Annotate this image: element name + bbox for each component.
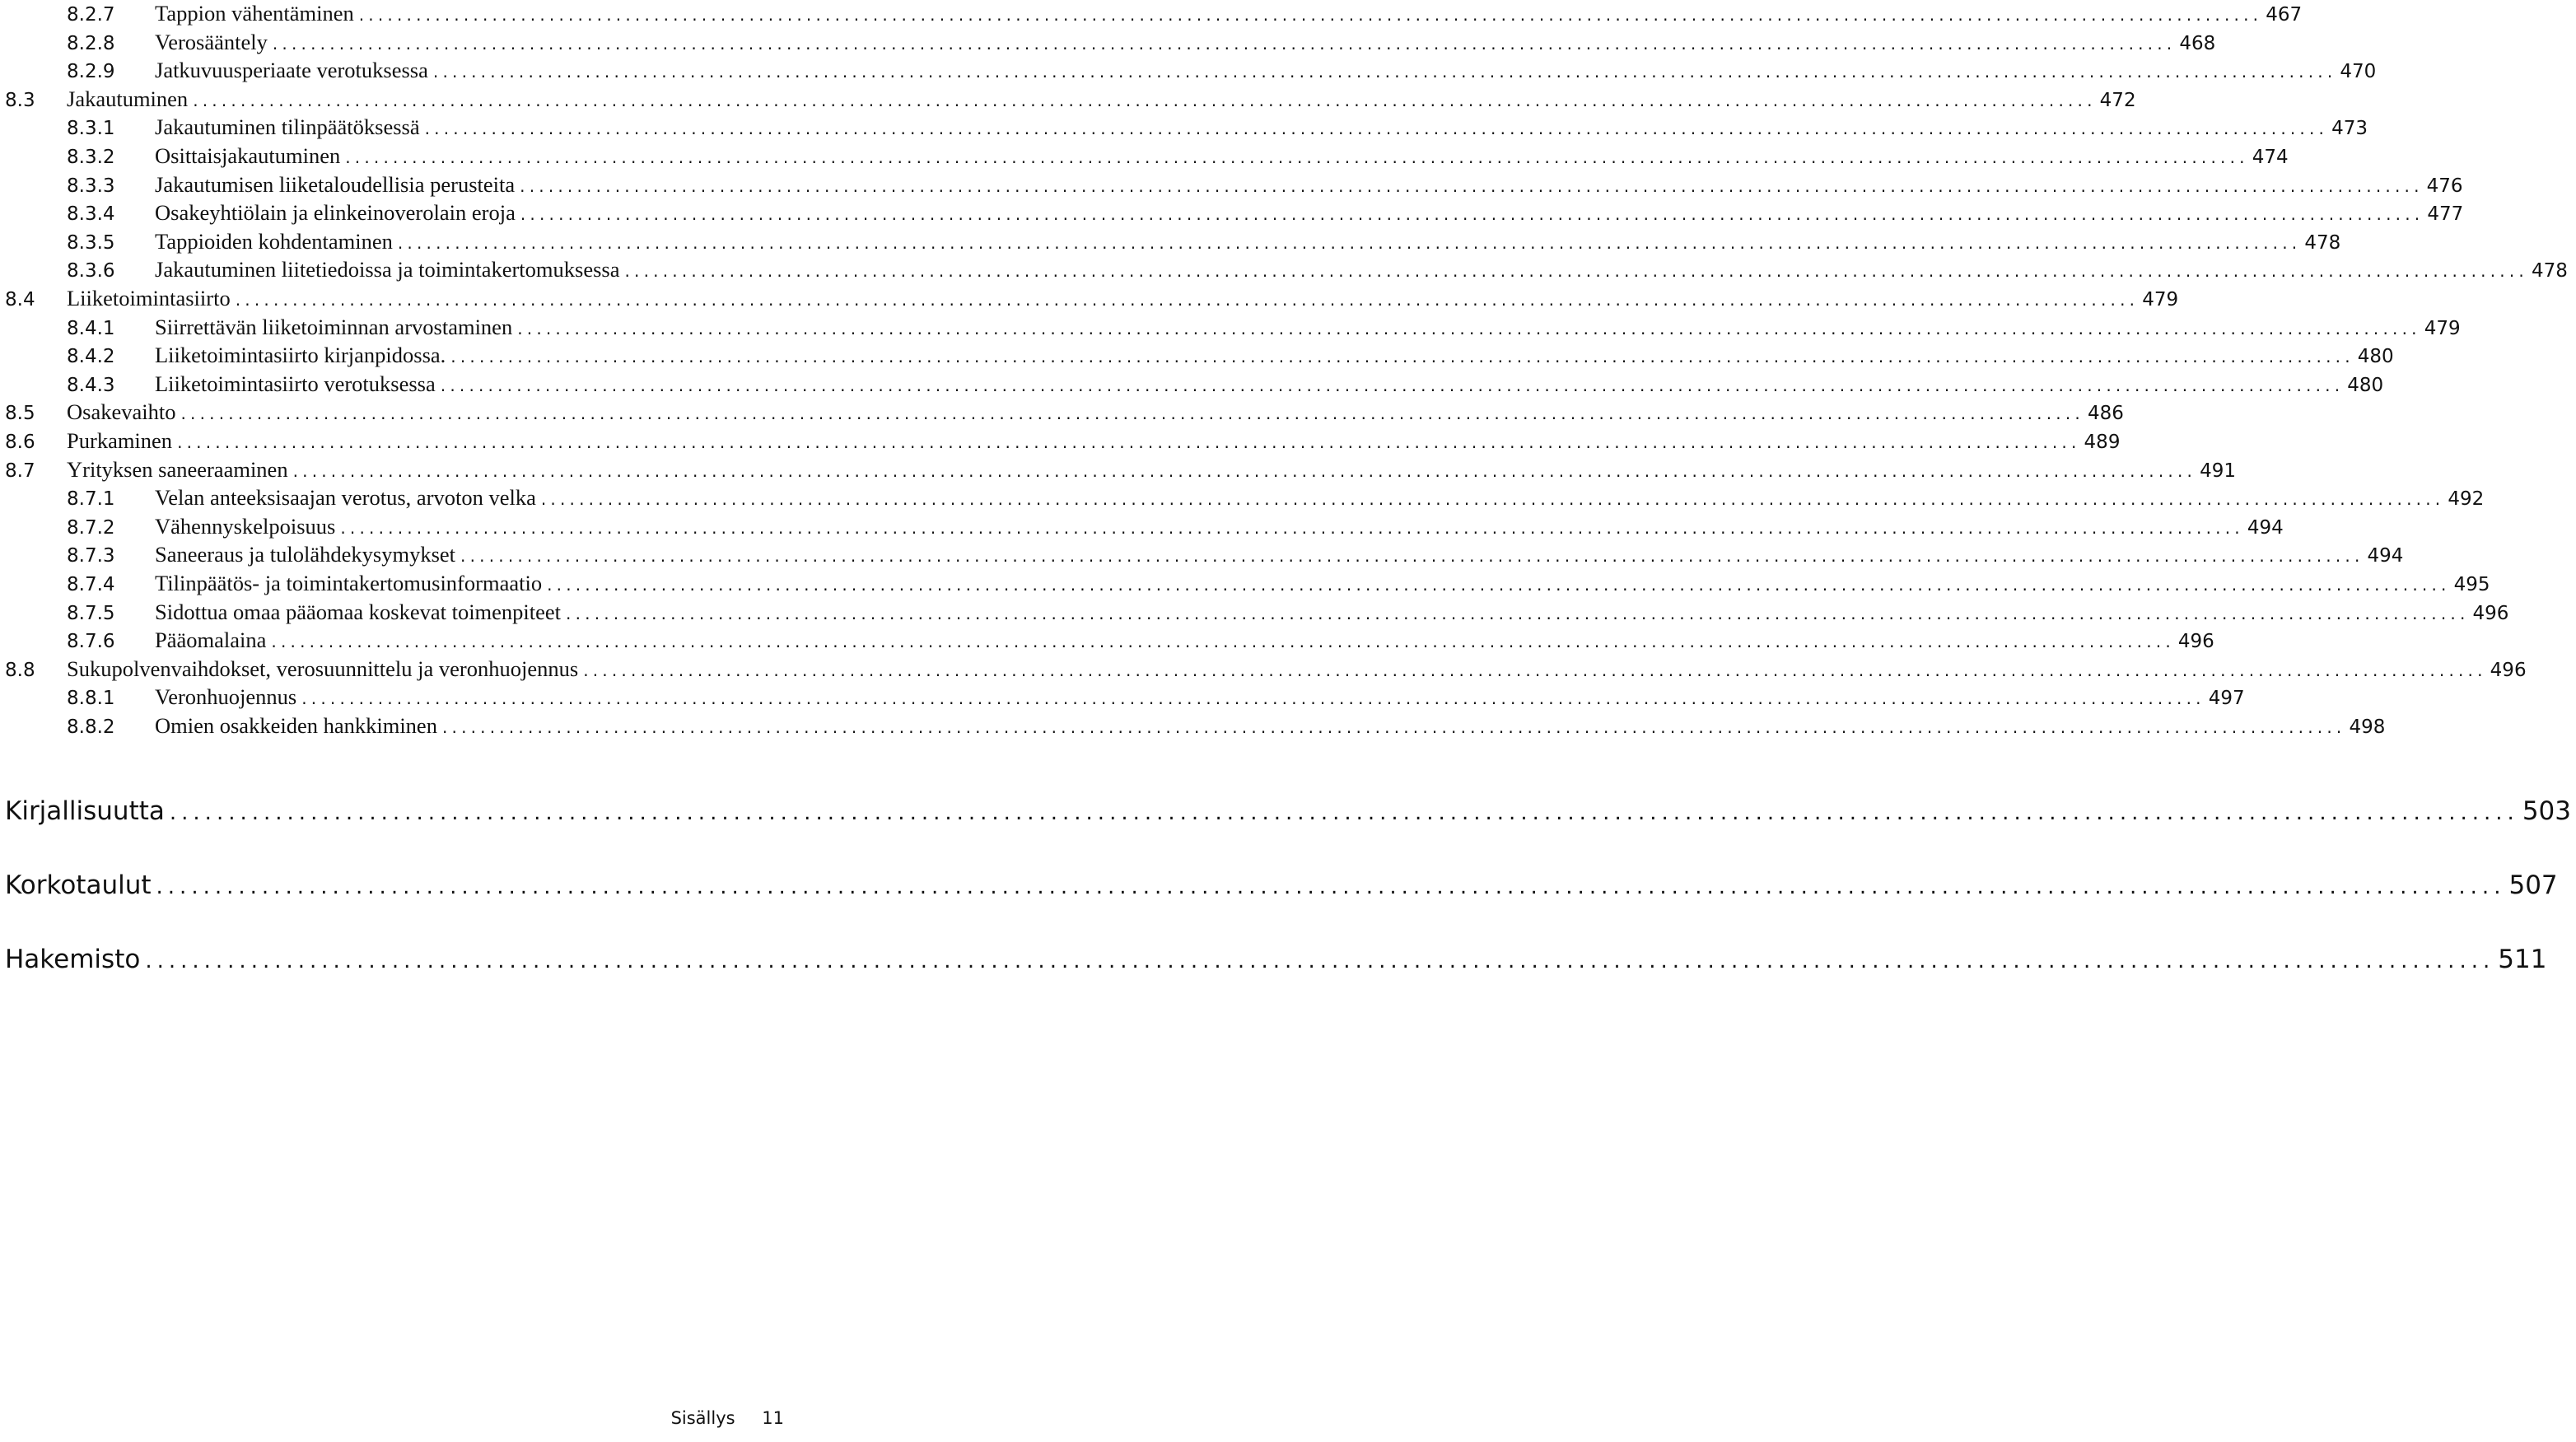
toc-entry-page: 479	[2142, 289, 2179, 310]
toc-entry-page: 494	[2367, 545, 2404, 567]
toc-entry-number: 8.3.5	[67, 231, 115, 254]
dot-leader: ........................................................................................................................................................................................................	[440, 375, 2345, 395]
toc-chapter-page: 507	[2508, 870, 2558, 900]
toc-entry-number: 8.2.7	[67, 4, 115, 26]
toc-entry-title: Velan anteeksisaajan verotus, arvoton velka	[155, 485, 536, 511]
toc-chapter-title: Hakemisto	[5, 945, 141, 974]
toc-entry-title: Jakautuminen liitetiedoissa ja toimintakertomuksessa	[155, 257, 620, 282]
toc-entry-page: 496	[2472, 602, 2509, 624]
toc-entry-page: 497	[2208, 688, 2245, 710]
toc-entry-number: 8.2.8	[67, 32, 115, 54]
toc-entry-page: 492	[2448, 488, 2485, 511]
dot-leader: ........................................................................................................................................................................................................	[145, 949, 2495, 973]
toc-entry-page: 472	[2099, 89, 2136, 111]
dot-leader: ........................................................................................................................................................................................................	[156, 875, 2506, 899]
toc-entry-title: Veronhuojennus	[155, 684, 297, 710]
toc-entry-title: Sidottua omaa pääomaa koskevat toimenpiteet	[155, 599, 562, 624]
toc-entry-page: 477	[2427, 203, 2464, 226]
footer-page-number: 11	[762, 1408, 784, 1428]
toc-chapter-title: Korkotaulut	[5, 870, 152, 900]
toc-entry-page: 486	[2087, 403, 2124, 425]
toc-entry-number: 8.3.2	[67, 147, 115, 168]
toc-entry-page: 474	[2252, 147, 2289, 168]
toc-entry-number: 8.8	[5, 659, 35, 681]
toc-entry-number: 8.7.5	[67, 602, 115, 624]
toc-entry-title: Tilinpäätös- ja toimintakertomusinformaatio	[155, 571, 543, 595]
dot-leader: ........................................................................................................................................................................................................	[583, 660, 2487, 680]
dot-leader: ........................................................................................................................................................................................................	[624, 261, 2528, 282]
toc-entry-number: 8.4.2	[67, 346, 115, 368]
toc-entry-title: Osakeyhtiölain ja elinkeinoverolain eroja	[155, 200, 516, 226]
dot-leader: ........................................................................................................................................................................................................	[547, 575, 2451, 595]
toc-entry-number: 8.3.6	[67, 260, 115, 282]
toc-entry-title: Jakautuminen	[67, 86, 189, 111]
toc-entry-number: 8.7.2	[67, 516, 115, 539]
toc-entry-number: 8.3.1	[67, 118, 115, 140]
dot-leader: ........................................................................................................................................................................................................	[292, 460, 2197, 481]
toc-entry-title: Liiketoimintasiirto kirjanpidossa.	[155, 343, 446, 368]
toc-entry-title: Saneeraus ja tulolähdekysymykset	[155, 542, 456, 567]
toc-chapter	[0, 939, 2547, 980]
dot-leader: ........................................................................................................................................................................................................	[424, 119, 2329, 139]
toc-entry-page: 478	[2304, 231, 2341, 254]
dot-leader: ........................................................................................................................................................................................................	[235, 290, 2140, 310]
dot-leader: ........................................................................................................................................................................................................	[177, 432, 2081, 452]
toc-entry-page: 476	[2426, 175, 2463, 197]
dot-leader: ........................................................................................................................................................................................................	[193, 90, 2097, 110]
toc-entry-number: 8.2.9	[67, 61, 115, 83]
toc-chapter	[0, 791, 2571, 832]
toc-entry-page: 468	[2179, 32, 2216, 54]
dot-leader: ........................................................................................................................................................................................................	[345, 147, 2249, 167]
dot-leader: ........................................................................................................................................................................................................	[520, 175, 2424, 196]
toc-entry-page: 498	[2349, 716, 2386, 738]
dot-leader: ........................................................................................................................................................................................................	[540, 489, 2445, 510]
toc-entry-page: 491	[2200, 460, 2236, 482]
dot-leader: ........................................................................................................................................................................................................	[397, 232, 2302, 253]
toc-entry-number: 8.7	[5, 460, 35, 482]
dot-leader: ........................................................................................................................................................................................................	[271, 632, 2175, 652]
toc-entry-title: Pääomalaina	[155, 628, 267, 653]
toc-entry-title: Osittaisjakautuminen	[155, 143, 341, 168]
toc-chapter-page: 511	[2498, 945, 2547, 974]
dot-leader: ........................................................................................................................................................................................................	[517, 318, 2421, 338]
toc-entry-title: Siirrettävän liiketoiminnan arvostaminen	[155, 314, 513, 339]
toc-entry-title: Sukupolvenvaihdokset, verosuunnittelu ja veronhuojennus	[67, 656, 579, 681]
toc-entry-number: 8.8.2	[67, 716, 115, 738]
toc-entry-page: 470	[2340, 61, 2377, 83]
toc-entry-title: Jatkuvuusperiaate verotuksessa	[155, 58, 428, 83]
toc-entry-page: 489	[2084, 432, 2121, 453]
toc-entry-title: Purkaminen	[67, 428, 173, 453]
toc-entry-title: Liiketoimintasiirto verotuksessa	[155, 371, 436, 396]
toc-entry-title: Osakevaihto	[67, 399, 176, 425]
toc-entry-title: Omien osakkeiden hankkiminen	[155, 713, 437, 738]
toc-chapter-page: 503	[2522, 796, 2571, 826]
toc-entry-number: 8.3.4	[67, 203, 115, 226]
toc-entry-title: Jakautuminen tilinpäätöksessä	[155, 114, 420, 140]
toc-entry	[0, 709, 2386, 742]
toc-entry-page: 467	[2266, 4, 2303, 26]
dot-leader: ........................................................................................................................................................................................................	[301, 688, 2205, 709]
toc-entry-title: Yrityksen saneeraaminen	[67, 456, 288, 482]
toc-entry-number: 8.7.3	[67, 545, 115, 567]
page-footer	[671, 1408, 784, 1428]
dot-leader: ........................................................................................................................................................................................................	[450, 347, 2354, 367]
toc-entry-page: 479	[2424, 317, 2461, 339]
toc-entry-number: 8.7.1	[67, 488, 115, 511]
dot-leader: ........................................................................................................................................................................................................	[169, 800, 2519, 825]
toc-entry-page: 480	[2357, 346, 2394, 368]
dot-leader: ........................................................................................................................................................................................................	[441, 717, 2346, 737]
toc-entry-title: Vähennyskelpoisuus	[155, 513, 336, 539]
toc-entry-page: 473	[2331, 118, 2368, 140]
toc-entry-page: 494	[2247, 516, 2284, 539]
toc-entry-number: 8.4.3	[67, 374, 115, 396]
toc-entry-page: 478	[2531, 260, 2568, 282]
dot-leader: ........................................................................................................................................................................................................	[460, 546, 2364, 567]
dot-leader: ........................................................................................................................................................................................................	[520, 204, 2424, 225]
toc-entry-page: 495	[2453, 574, 2490, 595]
toc-entry-title: Tappion vähentäminen	[155, 1, 354, 26]
toc-entry-number: 8.4.1	[67, 317, 115, 339]
toc-entry-page: 480	[2347, 374, 2384, 396]
toc-entry-title: Verosääntely	[155, 29, 268, 54]
dot-leader: ........................................................................................................................................................................................................	[340, 517, 2244, 538]
toc-chapter	[0, 865, 2558, 906]
toc-entry-page: 496	[2177, 631, 2214, 653]
toc-entry-number: 8.8.1	[67, 688, 115, 710]
dot-leader: ........................................................................................................................................................................................................	[272, 33, 2177, 54]
toc-entry-title: Liiketoimintasiirto	[67, 286, 231, 310]
toc-entry-number: 8.3	[5, 89, 35, 111]
toc-entry-number: 8.7.4	[67, 574, 115, 595]
toc-entry-page: 496	[2490, 659, 2527, 681]
toc-entry-number: 8.6	[5, 432, 35, 453]
footer-section-label: Sisällys	[670, 1408, 735, 1428]
toc-entry-number: 8.3.3	[67, 175, 115, 197]
toc-chapter-title: Kirjallisuutta	[5, 796, 165, 826]
dot-leader: ........................................................................................................................................................................................................	[358, 5, 2263, 25]
toc-entry-title: Jakautumisen liiketaloudellisia perusteita	[155, 171, 516, 197]
dot-leader: ........................................................................................................................................................................................................	[432, 62, 2337, 82]
toc-entry-number: 8.7.6	[67, 631, 115, 653]
toc-entry-number: 8.5	[5, 403, 35, 425]
toc-entry-number: 8.4	[5, 289, 35, 310]
dot-leader: ........................................................................................................................................................................................................	[180, 404, 2084, 424]
toc-entry-title: Tappioiden kohdentaminen	[155, 228, 393, 254]
dot-leader: ........................................................................................................................................................................................................	[566, 603, 2470, 623]
